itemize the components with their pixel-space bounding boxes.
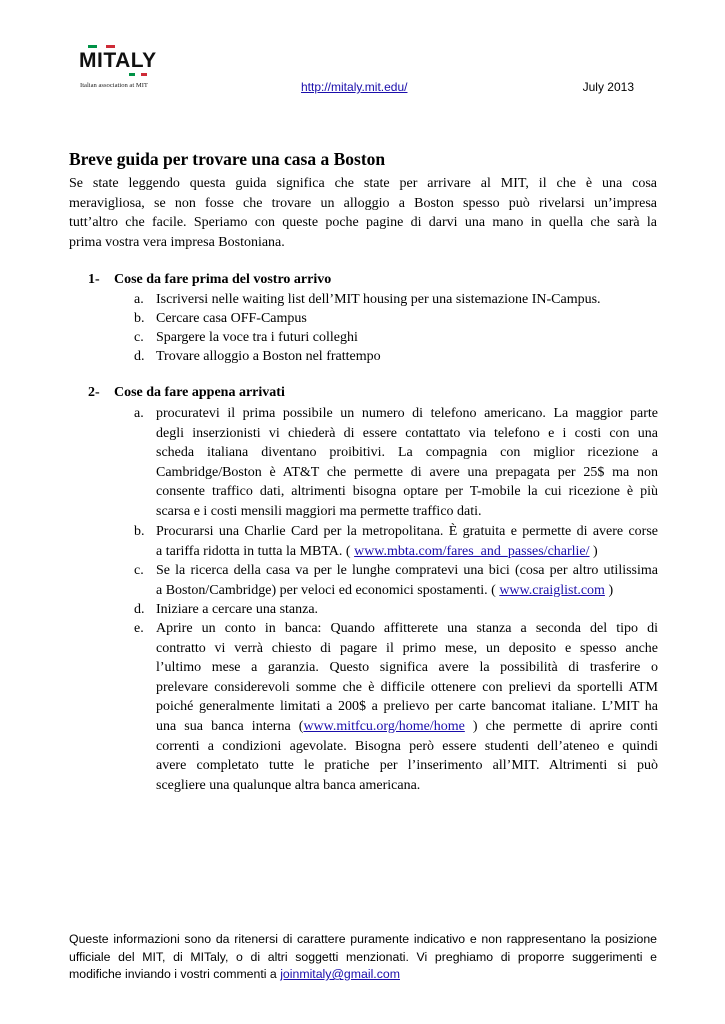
footer-disclaimer bbox=[69, 931, 657, 984]
item-line: scarsa e i costi mensili maggiori ma permette traffico dati. bbox=[156, 503, 482, 519]
item-label: e. bbox=[134, 621, 144, 636]
item-line bbox=[156, 717, 658, 737]
item-line: contratto vi verrà chiesto di pagare il primo mese, un deposito e spesso anche bbox=[156, 640, 658, 656]
document-title: Breve guida per trovare una casa a Boston bbox=[69, 149, 386, 169]
item-line: procuratevi il prima possibile un numero di telefono americano. La maggior parte bbox=[156, 406, 658, 421]
flag-bar-green bbox=[88, 45, 97, 48]
intro-paragraph bbox=[69, 174, 657, 252]
section-2-heading bbox=[88, 385, 285, 401]
item-line: Procurarsi una Charlie Card per la metropolitana. È gratuita e permette di avere corse bbox=[156, 524, 658, 539]
item-text bbox=[156, 404, 658, 522]
footer-line bbox=[69, 966, 657, 984]
item-line: poiché generalmente limitati a 200$ a prelievo per carte bancomat italiane. L’MIT ha bbox=[156, 699, 658, 715]
item-text: Iniziare a cercare una stanza. bbox=[156, 602, 319, 617]
item-text-segment: ) bbox=[589, 543, 598, 559]
logo-text: MITALY bbox=[79, 49, 157, 72]
section-number: 1- bbox=[88, 272, 100, 287]
item-text-segment: ) che permette di aprire conti bbox=[464, 718, 658, 734]
item-line: Cambridge/Boston è AT&T che permette di avere una prepagata per 25$ ma non bbox=[156, 464, 658, 480]
footer-text-segment: modifiche inviando i vostri commenti a bbox=[69, 967, 281, 981]
item-label: a. bbox=[134, 406, 144, 421]
item-text bbox=[156, 522, 658, 561]
item-line: correnti a condizioni agevolate. Bisogna però essere studenti dell’ateneo e quindi bbox=[156, 738, 658, 754]
item-label: d. bbox=[134, 349, 145, 364]
item-text bbox=[156, 561, 658, 600]
footer-line: ufficiale del MIT, di MITaly, o di altri soggetti menzionati. Vi preghiamo di proporre suggerimenti e bbox=[69, 949, 657, 964]
item-line: degli inserzionisti vi chiederà di essere contattato via telefono e i costi con una bbox=[156, 425, 658, 441]
item-text-segment: a Boston/Cambridge) per veloci ed economici spostamenti. ( bbox=[156, 582, 500, 598]
item-label: a. bbox=[134, 292, 144, 307]
section-title: Cose da fare prima del vostro arrivo bbox=[114, 272, 332, 287]
intro-line: prima vostra vera impresa Bostoniana. bbox=[69, 234, 285, 250]
item-line: scheda italiana diventano proibitivi. La compagnia con miglior ricezione a bbox=[156, 445, 658, 461]
item-text: Iscriversi nelle waiting list dell’MIT housing per una sistemazione IN-Campus. bbox=[156, 292, 601, 307]
mitfcu-link[interactable]: www.mitfcu.org/home/home bbox=[303, 718, 465, 734]
item-label: d. bbox=[134, 602, 145, 617]
item-label: b. bbox=[134, 311, 145, 326]
item-text: Spargere la voce tra i futuri colleghi bbox=[156, 330, 358, 345]
flag-bar-green bbox=[129, 73, 135, 76]
item-text-segment: a tariffa ridotta in tutta la MBTA. ( bbox=[156, 543, 355, 559]
flag-bar-red bbox=[106, 45, 115, 48]
mbta-link[interactable]: www.mbta.com/fares_and_passes/charlie/ bbox=[354, 543, 590, 559]
header-url-link[interactable]: http://mitaly.mit.edu/ bbox=[301, 80, 408, 94]
item-line bbox=[156, 542, 658, 562]
intro-line: tutt’altro che facile. Speriamo con queste poche pagine di darvi una mano in quella che sarà la bbox=[69, 215, 657, 230]
item-text-segment: ) bbox=[604, 582, 614, 598]
item-label: b. bbox=[134, 524, 145, 539]
item-line bbox=[156, 581, 658, 601]
item-line: l’ultimo mese a garanzia. Questo significa avere la possibilità di trasferire o bbox=[156, 660, 658, 676]
header-date: July 2013 bbox=[582, 80, 634, 94]
item-text: Cercare casa OFF-Campus bbox=[156, 311, 307, 326]
intro-line: Se state leggendo questa guida significa che state per arrivare al MIT, il che è una cosa bbox=[69, 176, 657, 191]
section-title: Cose da fare appena arrivati bbox=[114, 385, 285, 400]
section-1-heading bbox=[88, 272, 331, 288]
item-line: prelevare considerevoli somme che è difficile ottenere con prelievi da sportelli ATM bbox=[156, 679, 658, 695]
mitaly-logo bbox=[79, 44, 169, 94]
item-line: Aprire un conto in banca: Quando affitterete una stanza a seconda del tipo di bbox=[156, 621, 658, 636]
logo-subtitle: Italian association at MIT bbox=[80, 82, 148, 89]
section-number: 2- bbox=[88, 385, 100, 400]
item-line: consente traffico dati, altrimenti bisogna optare per T-mobile la cui ricezione è più bbox=[156, 484, 658, 500]
item-text bbox=[156, 619, 658, 795]
item-label: c. bbox=[134, 563, 144, 578]
craiglist-link[interactable]: www.craiglist.com bbox=[499, 582, 605, 598]
contact-email-link[interactable]: joinmitaly@gmail.com bbox=[280, 967, 400, 981]
footer-line: Queste informazioni sono da ritenersi di carattere puramente indicativo e non rappresentano la posizione bbox=[69, 932, 657, 946]
item-label: c. bbox=[134, 330, 144, 345]
item-text: Trovare alloggio a Boston nel frattempo bbox=[156, 349, 381, 364]
item-text-segment: una sua banca interna ( bbox=[156, 718, 304, 734]
flag-bar-red bbox=[141, 73, 147, 76]
intro-line: meravigliosa, se non fosse che trovare un alloggio a Boston spesso può rivelarsi un’impresa bbox=[69, 195, 657, 211]
item-line: Se la ricerca della casa va per le lunghe compratevi una bici (cosa per altro utilissima bbox=[156, 563, 658, 578]
item-line: avere completato tutte le pratiche per l’inserimento all’MIT. Altrimenti si può bbox=[156, 758, 658, 774]
item-line: scegliere una qualunque altra banca americana. bbox=[156, 777, 421, 793]
